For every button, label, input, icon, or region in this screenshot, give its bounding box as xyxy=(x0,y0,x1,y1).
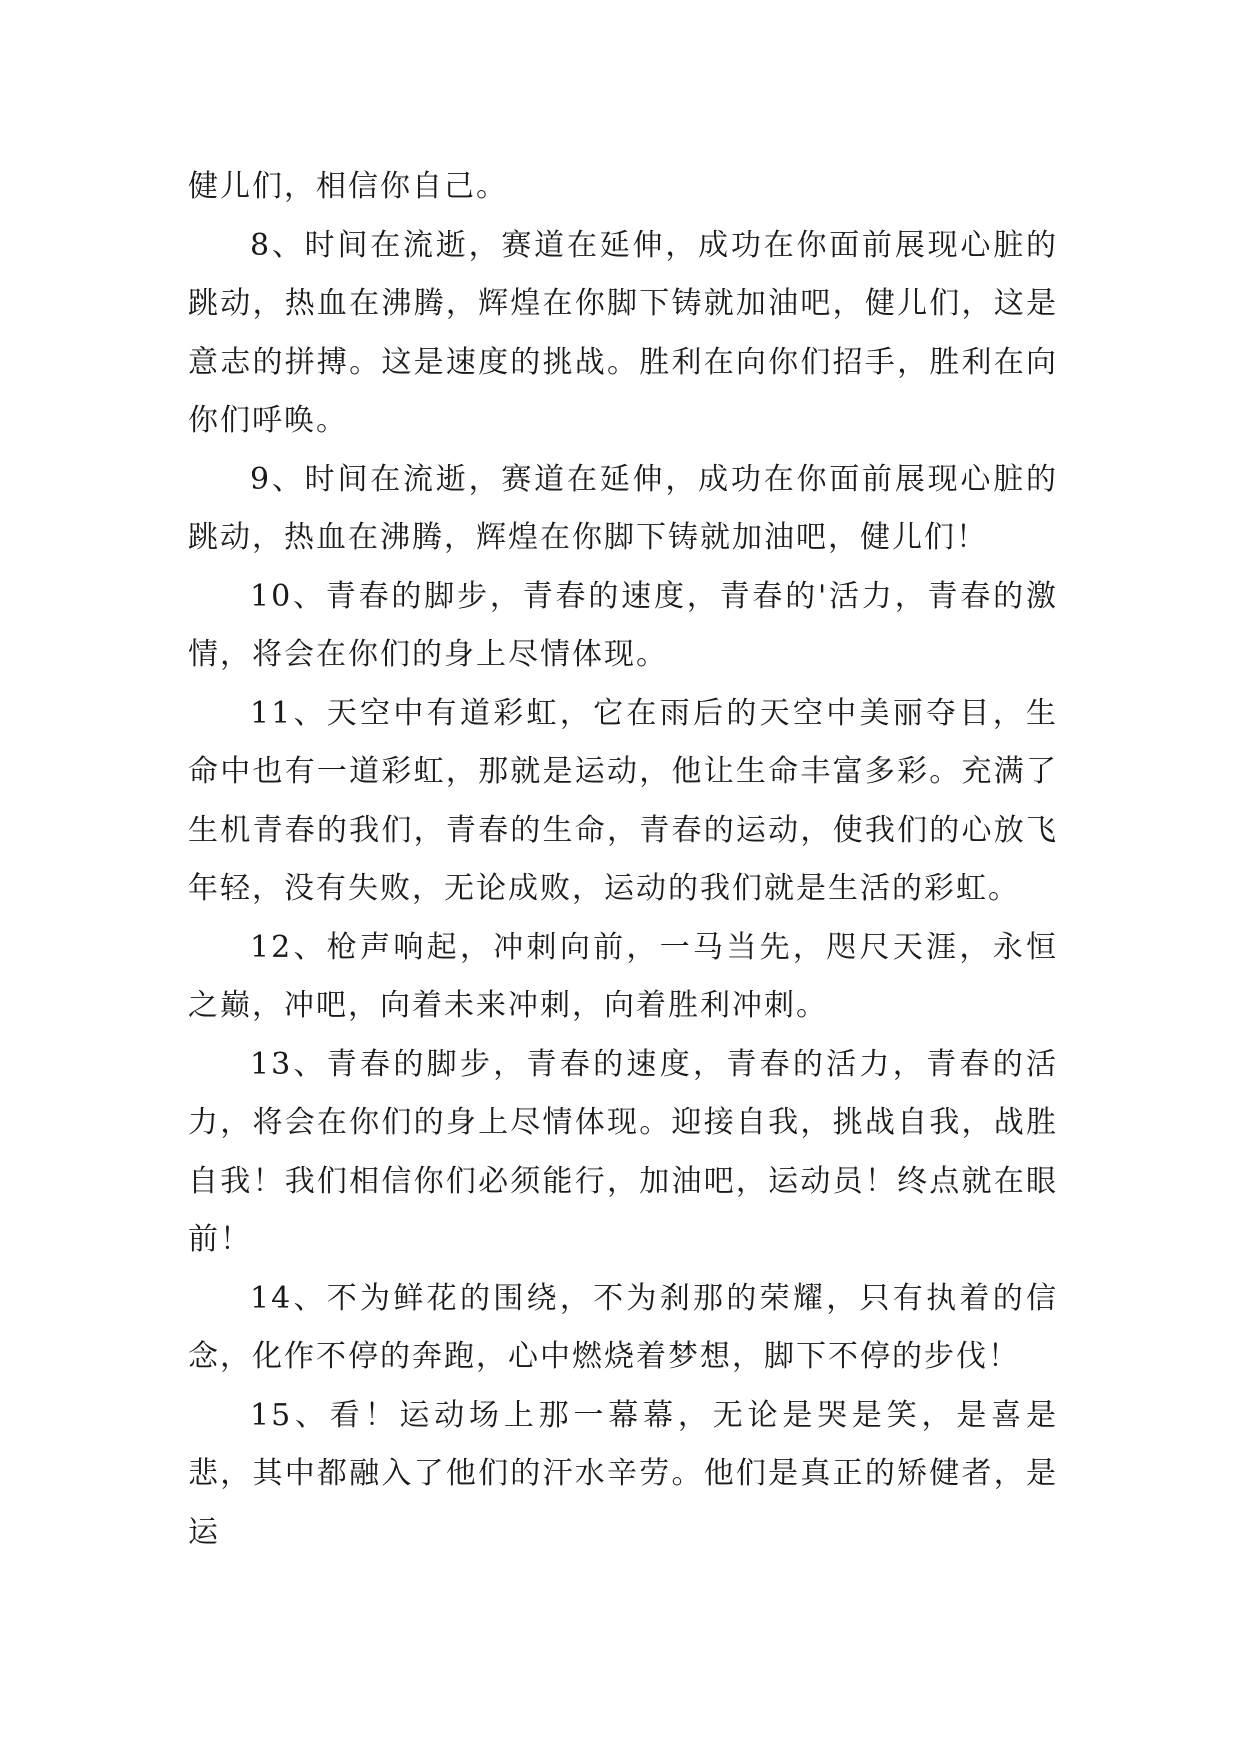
paragraph-10: 10、青春的脚步，青春的速度，青春的'活力，青春的激情，将会在你们的身上尽情体现。 xyxy=(188,578,1058,672)
paragraph-15: 15、看！运动场上那一幕幕，无论是哭是笑，是喜是悲，其中都融入了他们的汗水辛劳。他们是真正的矫健者，是运 xyxy=(188,1397,1058,1550)
paragraph-8: 8、时间在流逝，赛道在延伸，成功在你面前展现心脏的跳动，热血在沸腾，辉煌在你脚下铸就加油吧，健儿们，这是意志的拼搏。这是速度的挑战。胜利在向你们招手，胜利在向你们呼唤。 xyxy=(188,227,1058,438)
paragraph-11: 11、天空中有道彩虹，它在雨后的天空中美丽夺目，生命中也有一道彩虹，那就是运动，他让生命丰富多彩。充满了生机青春的我们，青春的生命，青春的运动，使我们的心放飞年轻，没有失败，无论成败，运动的我们就是生活的彩虹。 xyxy=(188,695,1058,906)
paragraph-9: 9、时间在流逝，赛道在延伸，成功在你面前展现心脏的跳动，热血在沸腾，辉煌在你脚下铸就加油吧，健儿们！ xyxy=(188,461,1058,555)
paragraph-12: 12、枪声响起，冲刺向前，一马当先，咫尺天涯，永恒之巅，冲吧，向着未来冲刺，向着胜利冲刺。 xyxy=(188,929,1058,1023)
paragraph-continuation: 健儿们，相信你自己。 xyxy=(188,169,508,204)
document-body xyxy=(188,158,1058,1562)
paragraph-14: 14、不为鲜花的围绕，不为刹那的荣耀，只有执着的信念，化作不停的奔跑，心中燃烧着梦想，脚下不停的步伐！ xyxy=(188,1280,1058,1374)
paragraph-13: 13、青春的脚步，青春的速度，青春的活力，青春的活力，将会在你们的身上尽情体现。迎接自我，挑战自我，战胜自我！我们相信你们必须能行，加油吧，运动员！终点就在眼前！ xyxy=(188,1046,1058,1257)
